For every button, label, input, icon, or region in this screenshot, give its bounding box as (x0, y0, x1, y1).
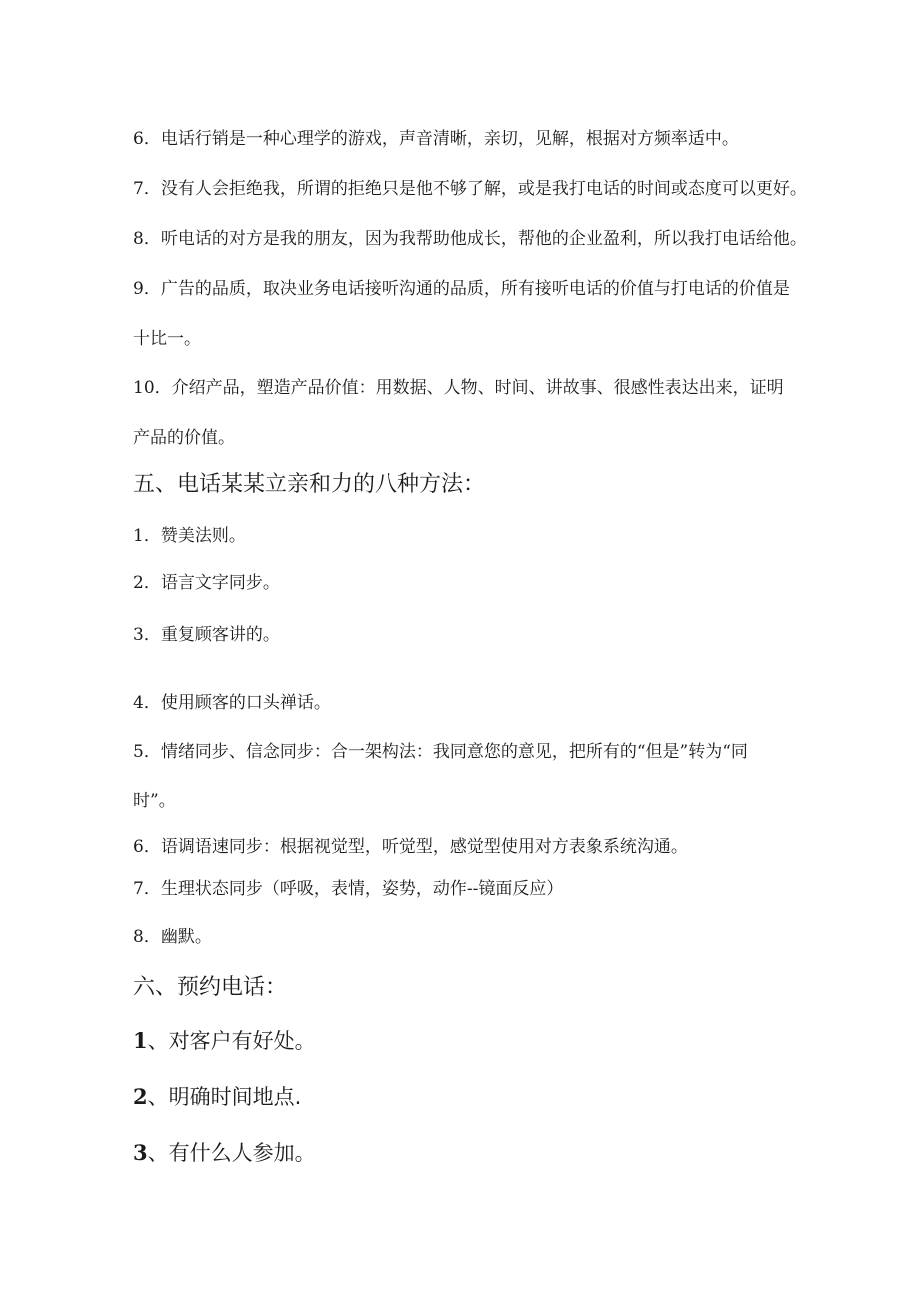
item-text: ．广告的品质，取决业务电话接听沟通的品质，所有接听电话的价值与打电话的价值是 (143, 279, 790, 299)
list-item (133, 124, 739, 149)
list-item (133, 224, 807, 249)
item-number: 5 (133, 742, 144, 762)
item-text: 、对客户有好处。 (147, 1029, 316, 1053)
list-item (133, 1081, 301, 1111)
item-text: ．重复顾客讲的。 (143, 625, 280, 645)
item-number: 10 (133, 378, 155, 398)
item-text: ．使用顾客的口头禅话。 (143, 693, 331, 713)
item-number: 8 (133, 927, 144, 947)
item-number: 3 (133, 625, 144, 645)
item-text: ．赞美法则。 (143, 526, 246, 546)
item-text: ．语言文字同步。 (143, 573, 280, 593)
section-heading-six: 六、预约电话： (133, 975, 288, 1000)
list-item (133, 737, 748, 762)
item-text: ．生理状态同步（呼吸，表情，姿势，动作--镜面反应） (143, 879, 564, 899)
section-heading-five: 五、电话某某立亲和力的八种方法： (133, 472, 486, 497)
list-item-continuation: 产品的价值。 (133, 428, 235, 448)
item-text: 、有什么人参加。 (147, 1141, 316, 1165)
item-number: 3 (133, 1140, 148, 1165)
list-item (133, 521, 246, 546)
list-item (133, 568, 280, 593)
item-number: 1 (133, 1028, 148, 1053)
item-text: ．电话行销是一种心理学的游戏，声音清晰，亲切，见解，根据对方频率适中。 (143, 129, 739, 149)
item-number: 2 (133, 1084, 148, 1109)
list-item (133, 620, 280, 645)
item-number: 6 (133, 129, 144, 149)
list-item (133, 874, 563, 899)
item-text: ．听电话的对方是我的朋友，因为我帮助他成长，帮他的企业盈利，所以我打电话给他。 (143, 229, 807, 249)
list-item-continuation: 时”。 (133, 791, 176, 811)
list-item (133, 373, 784, 398)
list-item (133, 922, 212, 947)
list-item (133, 832, 688, 857)
item-text: 、明确时间地点. (147, 1085, 302, 1109)
list-item (133, 1025, 316, 1055)
item-number: 7 (133, 179, 144, 199)
list-item (133, 174, 807, 199)
item-text: ．介绍产品，塑造产品价值：用数据、人物、时间、讲故事、很感性表达出来，证明 (154, 378, 784, 398)
list-item-continuation: 十比一。 (133, 329, 201, 349)
item-text: ．没有人会拒绝我，所谓的拒绝只是他不够了解，或是我打电话的时间或态度可以更好。 (143, 179, 807, 199)
list-item (133, 274, 790, 299)
item-text: ．情绪同步、信念同步：合一架构法：我同意您的意见，把所有的“但是”转为“同 (143, 742, 748, 762)
item-number: 7 (133, 879, 144, 899)
item-number: 4 (133, 693, 144, 713)
list-item (133, 688, 331, 713)
item-number: 8 (133, 229, 144, 249)
item-number: 2 (133, 573, 144, 593)
item-text: ．语调语速同步：根据视觉型，听觉型，感觉型使用对方表象系统沟通。 (143, 837, 688, 857)
item-number: 9 (133, 279, 144, 299)
list-item (133, 1137, 316, 1167)
item-number: 6 (133, 837, 144, 857)
item-number: 1 (133, 526, 144, 546)
item-text: ．幽默。 (143, 927, 212, 947)
